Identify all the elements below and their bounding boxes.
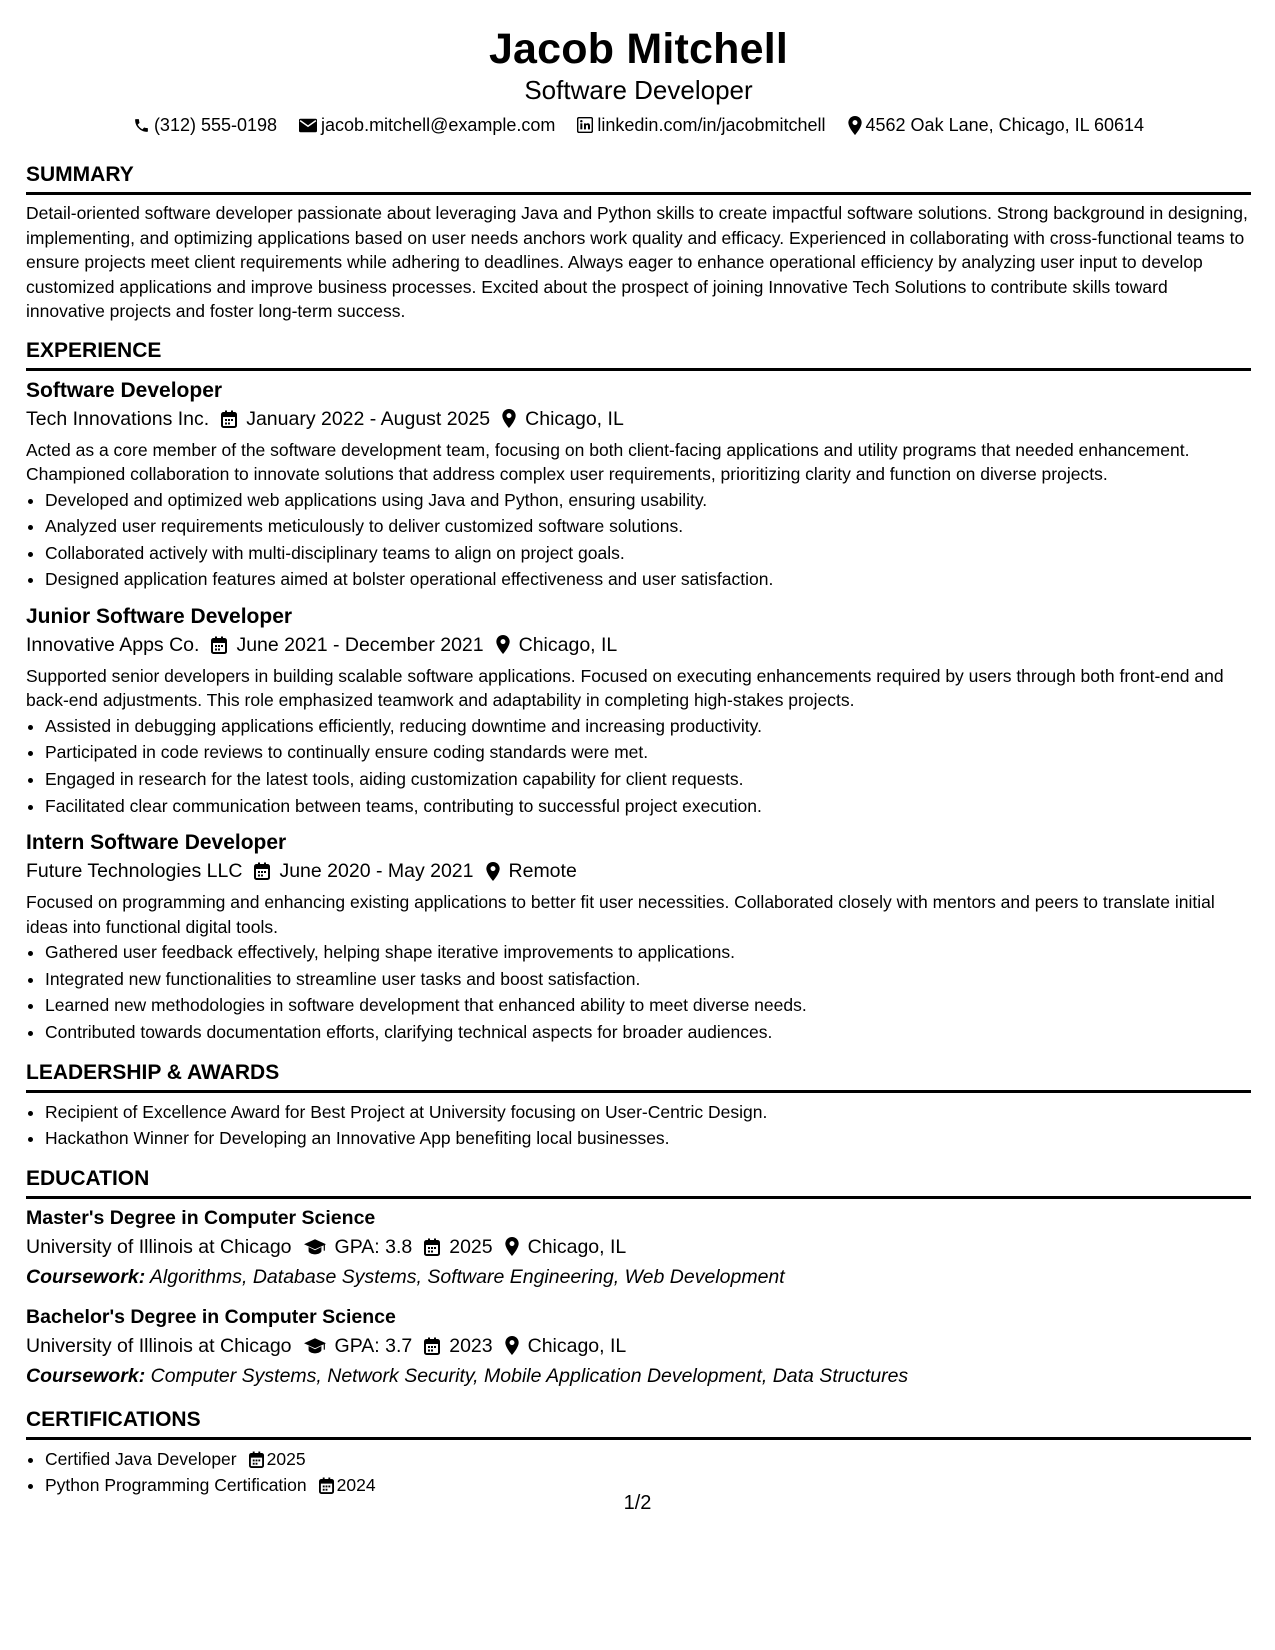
coursework-label: Coursework: [26,1364,146,1387]
calendar-icon [249,1451,264,1468]
job-location: Remote [508,860,577,883]
summary-heading: SUMMARY [26,162,1251,195]
address-text: 4562 Oak Lane, Chicago, IL 60614 [865,115,1145,135]
job-company: Innovative Apps Co. [26,633,200,656]
list-item: • Learned new methodologies in software development that enhanced ability to meet diverse needs. [45,992,1251,1019]
gpa-text: GPA: 3.7 [334,1334,413,1357]
job-entry [26,603,1251,819]
job-location: Chicago, IL [518,633,618,656]
coursework-text: Computer Systems, Network Security, Mobile Application Development, Data Structures [150,1364,909,1387]
job-meta [26,856,1251,886]
degree-location: Chicago, IL [527,1235,627,1258]
experience-heading: EXPERIENCE [26,338,1251,371]
summary-section [26,162,1251,324]
contact-address [848,114,1145,136]
leadership-section [26,1060,1251,1152]
page-number: 1/2 [623,1492,652,1514]
envelope-icon [299,118,317,133]
graduation-cap-icon [304,1239,326,1255]
certifications-heading: CERTIFICATIONS [26,1407,1251,1440]
degree-year: 2023 [449,1334,493,1357]
coursework-text: Algorithms, Database Systems, Software Engineering, Web Development [149,1265,785,1288]
job-title: Intern Software Developer [26,831,287,855]
leadership-heading: LEADERSHIP & AWARDS [26,1060,1251,1093]
education-entry [26,1205,1251,1292]
contact-phone[interactable] [133,114,277,136]
degree-location: Chicago, IL [527,1334,627,1357]
calendar-icon [221,410,237,428]
map-pin-icon [486,862,500,881]
coursework-line [26,1361,1251,1391]
job-dates: June 2020 - May 2021 [279,860,474,883]
job-company: Future Technologies LLC [26,860,243,883]
education-heading: EDUCATION [26,1166,1251,1199]
certifications-section [26,1407,1251,1499]
coursework-line [26,1262,1251,1292]
degree-year: 2025 [449,1235,493,1258]
job-entry [26,829,1251,1045]
degree-title: Master's Degree in Computer Science [26,1206,376,1229]
graduation-cap-icon [304,1338,326,1354]
list-item: • Designed application features aimed at bolster operational effectiveness and user satisfaction. [45,566,1251,593]
phone-text: (312) 555-0198 [153,115,278,135]
list-item: • Recipient of Excellence Award for Best Project at University focusing on User-Centric Design. [45,1099,1251,1126]
coursework-label: Coursework: [26,1265,146,1288]
cert-name: • Certified Java Developer [45,1448,237,1469]
cert-year: 2024 [336,1475,376,1496]
map-pin-icon [502,409,516,428]
contact-email[interactable] [299,114,555,136]
experience-section [26,338,1251,1046]
job-description: Focused on programming and enhancing existing applications to better fit user necessities. Collaborated closely with mentors and peers to translate initial ideas into functional digital tools. [26,892,1215,937]
contact-linkedin[interactable] [577,114,825,136]
list-item: • Analyzed user requirements meticulously to deliver customized software solutions. [45,513,1251,540]
list-item: • Contributed towards documentation efforts, clarifying technical aspects for broader audiences. [45,1019,1251,1046]
job-title: Software Developer [26,378,223,402]
job-bullets [26,713,1251,819]
list-item: • Gathered user feedback effectively, helping shape iterative improvements to applications. [45,939,1251,966]
map-pin-icon [496,635,510,654]
job-bullets [26,939,1251,1045]
list-item: • Assisted in debugging applications efficiently, reducing downtime and increasing productivity. [45,713,1251,740]
map-pin-icon [848,116,862,135]
summary-text: Detail-oriented software developer passionate about leveraging Java and Python skills to create impactful software solutions. Strong background in designing, implementing, and optimizing applications based on user needs anchors work quality and efficacy. Experienced in collaborating with cross-functional teams to ensure projects meet client requirements while adhering to deadlines. Always eager to enhance operational efficiency by analyzing user input to develop customized applications and improve business processes. Excited about the prospect of joining Innovative Tech Solutions to contribute skills toward innovative projects and foster long-term success. [26,203,1248,321]
list-item: • Collaborated actively with multi-disciplinary teams to align on project goals. [45,540,1251,567]
list-item: • Integrated new functionalities to streamline user tasks and boost satisfaction. [45,966,1251,993]
contact-bar [26,114,1251,136]
candidate-name: Jacob Mitchell [488,25,789,73]
list-item: • Participated in code reviews to continually ensure coding standards were met. [45,739,1251,766]
job-company: Tech Innovations Inc. [26,407,210,430]
job-title: Junior Software Developer [26,604,293,628]
leadership-bullets [26,1099,1251,1152]
calendar-icon [424,1337,440,1355]
map-pin-icon [505,1237,519,1256]
job-entry [26,377,1251,593]
calendar-icon [254,862,270,880]
job-dates: June 2021 - December 2021 [236,633,484,656]
job-meta [26,630,1251,660]
job-dates: January 2022 - August 2025 [246,407,491,430]
list-item: • Hackathon Winner for Developing an Innovative App benefiting local businesses. [45,1125,1251,1152]
degree-title: Bachelor's Degree in Computer Science [26,1305,396,1328]
job-description: Acted as a core member of the software development team, focusing on both client-facing applications and utility programs that needed enhancement. Championed collaboration to innovate solutions that address complex user requirements, prioritizing clarity and function on diverse projects. [26,439,1190,484]
job-location: Chicago, IL [525,407,624,430]
cert-name: • Python Programming Certification [45,1475,307,1496]
cert-year: 2025 [266,1448,306,1469]
linkedin-text: linkedin.com/in/jacobmitchell [597,115,826,135]
candidate-role: Software Developer [524,75,753,105]
list-item: • Facilitated clear communication between teams, contributing to successful project execution. [45,793,1251,820]
calendar-icon [211,636,227,654]
linkedin-icon [577,117,593,133]
email-text: jacob.mitchell@example.com [321,115,556,135]
school-name: University of Illinois at Chicago [26,1235,292,1258]
list-item [45,1446,1251,1473]
map-pin-icon [505,1336,519,1355]
gpa-text: GPA: 3.8 [334,1235,413,1258]
job-meta [26,404,1251,434]
education-section [26,1166,1251,1391]
list-item: • Developed and optimized web applications using Java and Python, ensuring usability. [45,487,1251,514]
list-item: • Engaged in research for the latest tools, aiding customization capability for client requests. [45,766,1251,793]
phone-icon [133,117,150,134]
job-bullets [26,487,1251,593]
education-entry [26,1304,1251,1391]
education-meta [26,1331,1251,1361]
school-name: University of Illinois at Chicago [26,1334,292,1357]
job-description: Supported senior developers in building scalable software applications. Focused on executing enhancements required by users through both front-end and back-end adjustments. This role emphasized teamwork and adaptability in completing high-stakes projects. [26,665,1224,711]
resume-page [26,0,1251,1499]
education-meta [26,1232,1251,1262]
calendar-icon [424,1238,440,1256]
